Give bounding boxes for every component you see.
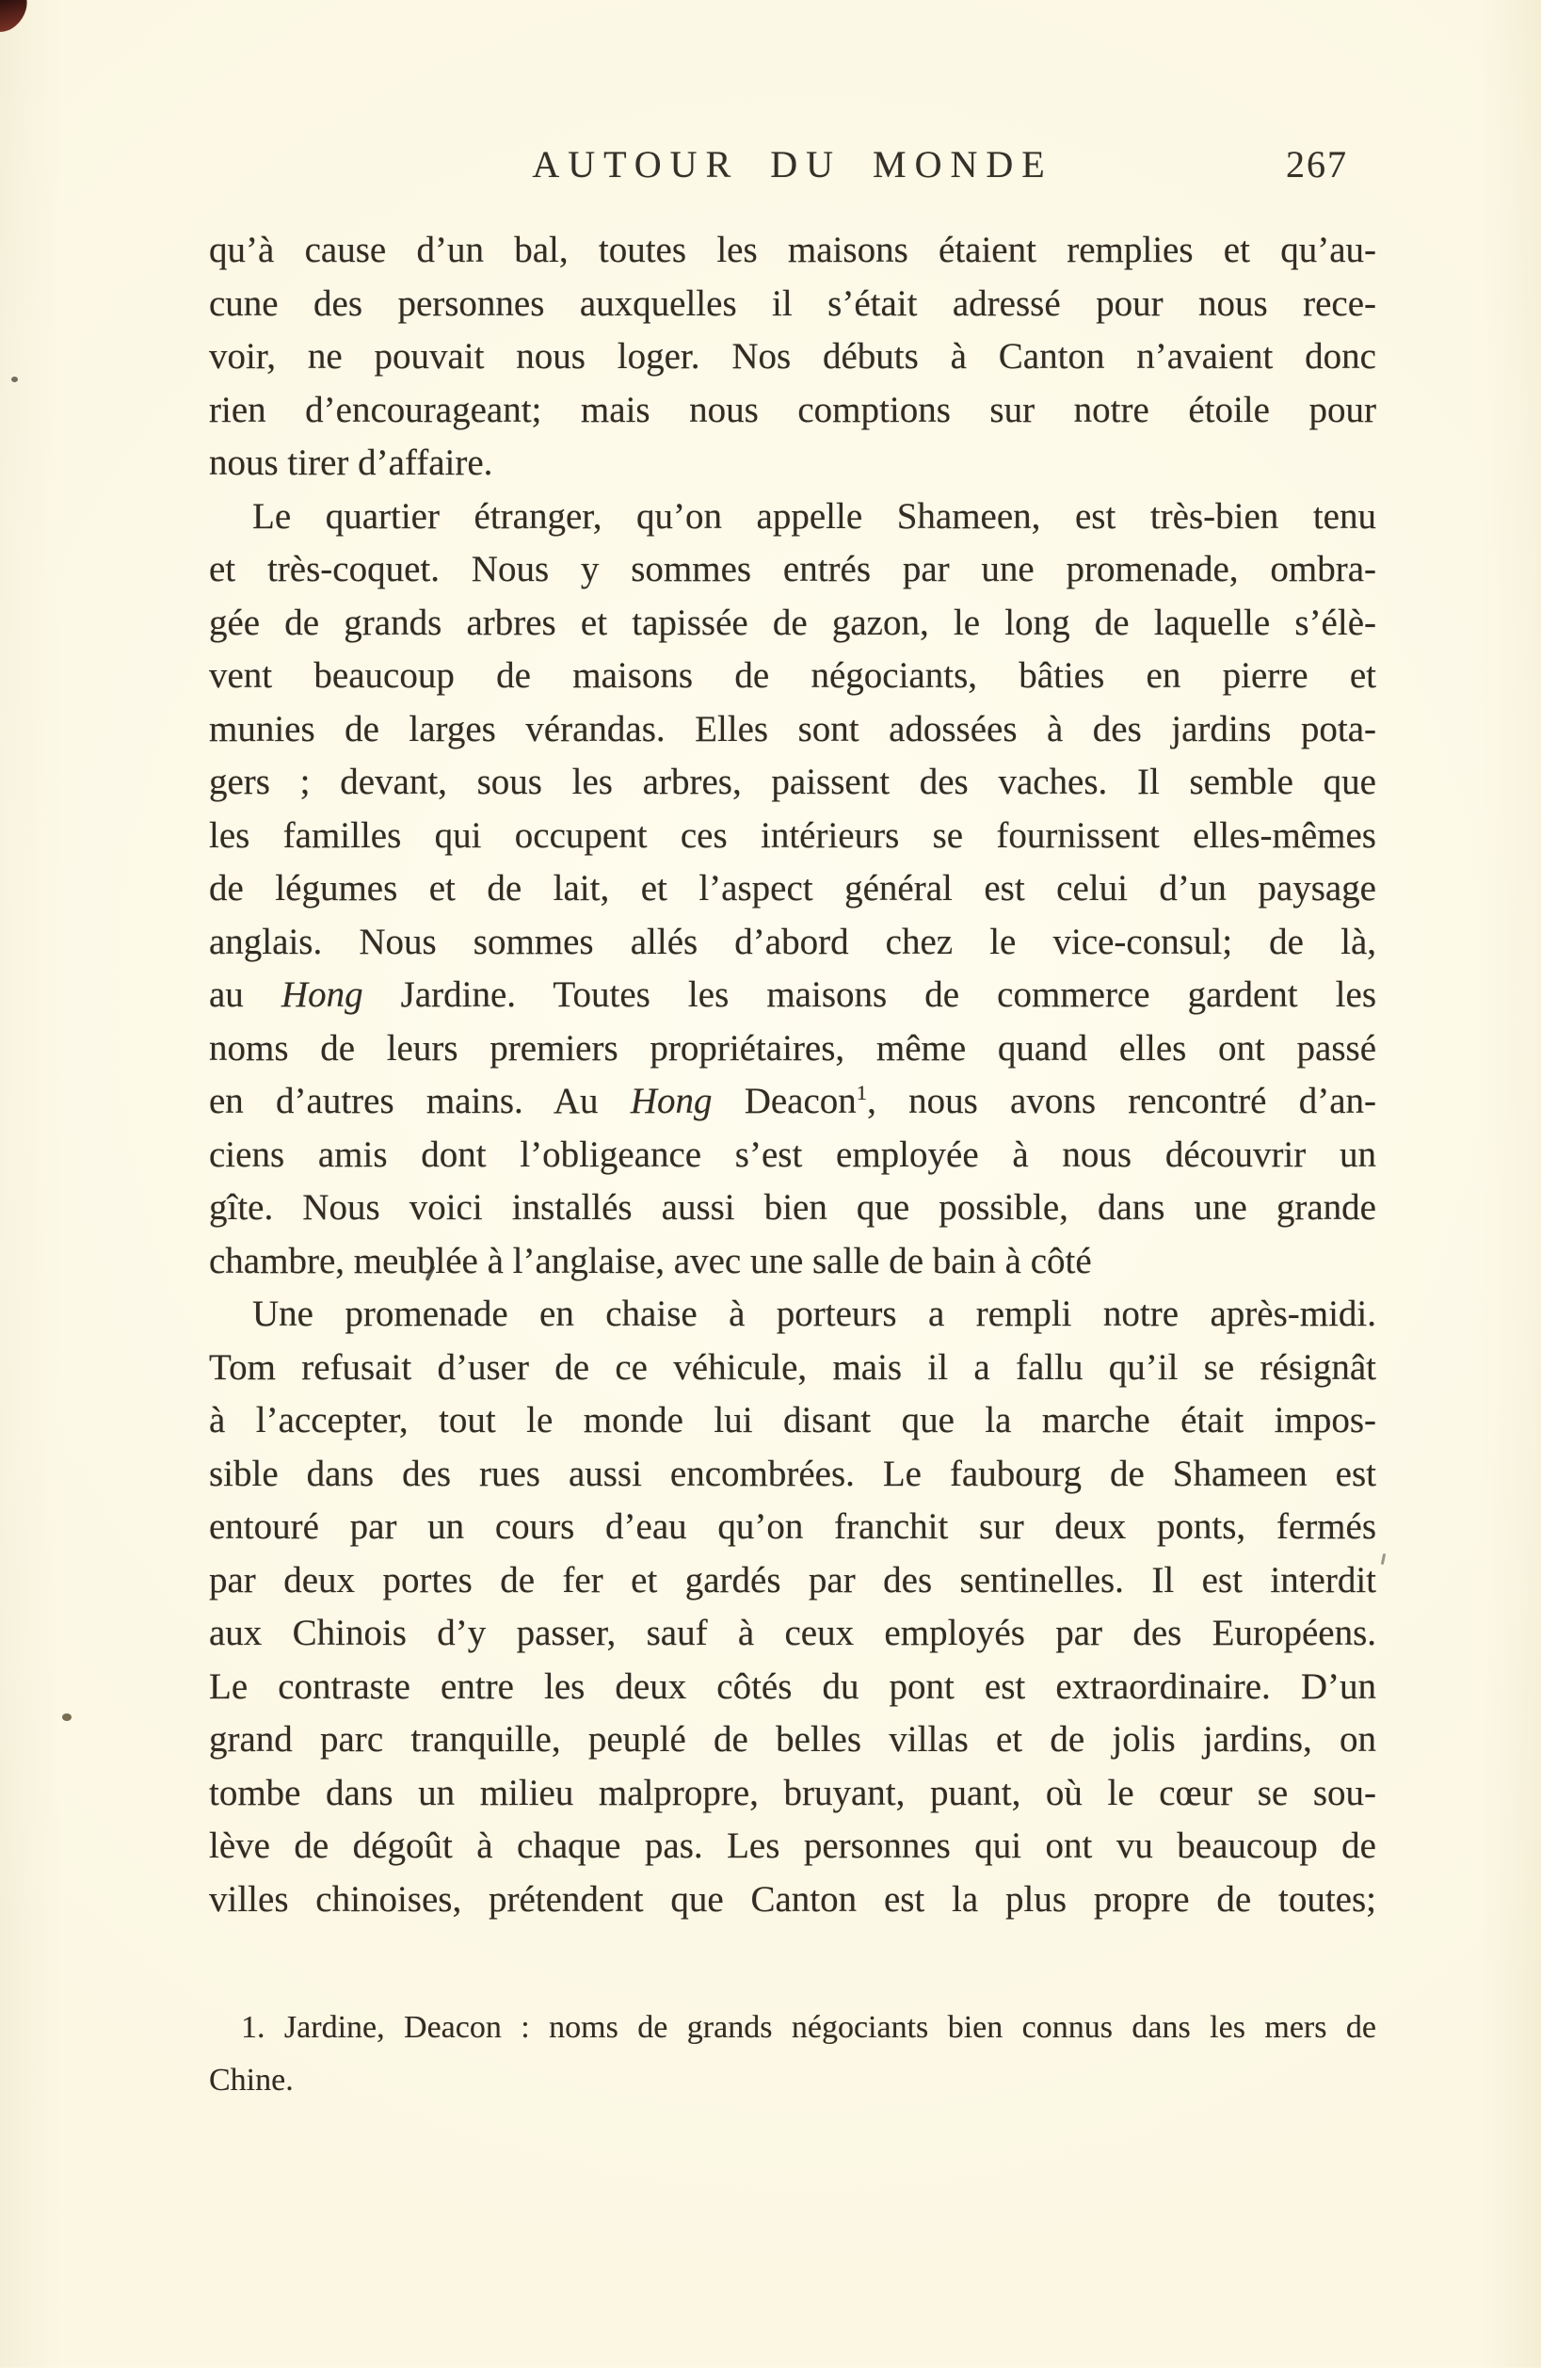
text-line (209, 330, 1376, 384)
text-segment: Le quartier étranger, qu’on appelle Shameen, est très-bien tenu (252, 495, 1376, 537)
text-segment: Deacon (712, 1081, 857, 1121)
text-segment: , nous avons rencontré d’an- (867, 1081, 1376, 1121)
text-line (209, 1767, 1376, 1821)
text-line (209, 1182, 1376, 1235)
text-line (209, 916, 1376, 970)
text-segment: Une promenade en chaise à porteurs a rempli notre après-midi. (252, 1294, 1376, 1334)
text-segment: Chine. (209, 2063, 294, 2098)
scan-corner-binding-mark (0, 0, 35, 40)
text-segment: Hong (630, 1081, 713, 1121)
text-segment: qu’à cause d’un bal, toutes les maisons étaient remplies et qu’au- (209, 230, 1376, 270)
text-line (209, 1022, 1376, 1076)
text-segment: aux Chinois d’y passer, sauf à ceux employés par des Européens. (209, 1613, 1376, 1653)
stray-ink-mark (1381, 1553, 1386, 1565)
text-line (209, 437, 1376, 490)
text-segment: vent beaucoup de maisons de négociants, bâties en pierre et (209, 655, 1376, 696)
text-line (209, 597, 1376, 651)
text-segment: anglais. Nous sommes allés d’abord chez le vice-consul; de là, (209, 921, 1376, 962)
text-segment: au (209, 974, 281, 1015)
text-segment: Jardine. Toutes les maisons de commerce gardent les (362, 974, 1376, 1015)
text-line (209, 224, 1376, 278)
text-line (209, 650, 1376, 703)
text-line (209, 1235, 1376, 1289)
text-line (209, 1448, 1376, 1502)
text-line (209, 384, 1376, 438)
scan-edge-strip (0, 2368, 1541, 2380)
text-line (209, 1342, 1376, 1395)
text-segment: rien d’encourageant; mais nous comptions sur notre étoile pour (209, 389, 1376, 430)
text-segment: gers ; devant, sous les arbres, paissent des vaches. Il semble que (209, 762, 1376, 802)
text-line (209, 1554, 1376, 1608)
paragraph (209, 490, 1376, 1289)
text-segment: munies de larges vérandas. Elles sont adossées à des jardins pota- (209, 708, 1376, 749)
text-line (209, 810, 1376, 863)
text-segment: chambre, meublée à l’anglaise, avec une salle de bain à côté (209, 1240, 1092, 1281)
text-segment: à l’accepter, tout le monde lui disant que la marche était impos- (209, 1400, 1376, 1440)
footnote-marker: 1 (856, 1081, 868, 1104)
page-header (209, 141, 1376, 188)
text-line (209, 1075, 1376, 1129)
text-segment: et très-coquet. Nous y sommes entrés par une promenade, ombra- (209, 549, 1376, 589)
text-segment: grand parc tranquille, peuplé de belles villas et de jolis jardins, on (209, 1719, 1376, 1760)
text-line (209, 1713, 1376, 1767)
text-segment: Hong (281, 974, 363, 1015)
text-line (209, 1288, 1376, 1342)
text-line (209, 278, 1376, 331)
body-text (209, 224, 1376, 1926)
text-segment: entouré par un cours d’eau qu’on franchit sur deux ponts, fermés (209, 1506, 1376, 1547)
text-line (209, 703, 1376, 757)
text-segment: villes chinoises, prétendent que Canton est la plus propre de toutes; (209, 1878, 1376, 1920)
text-line (209, 1661, 1376, 1714)
text-segment: Le contraste entre les deux côtés du pont est extraordinaire. D’un (209, 1665, 1376, 1707)
text-line (209, 1129, 1376, 1182)
text-segment: sible dans des rues aussi encombrées. Le faubourg de Shameen est (209, 1453, 1376, 1494)
text-segment: lève de dégoût à chaque pas. Les personnes qui ont vu beaucoup de (209, 1825, 1376, 1866)
page-number: 267 (1286, 143, 1348, 185)
text-segment: en d’autres mains. Au (209, 1081, 631, 1121)
text-line (209, 1873, 1376, 1927)
ink-speck (62, 1713, 72, 1721)
paragraph (209, 1288, 1376, 1926)
text-segment: tombe dans un milieu malpropre, bruyant, puant, où le cœur se sou- (209, 1772, 1376, 1813)
text-segment: gée de grands arbres et tapissée de gazon, le long de laquelle s’élè- (209, 602, 1376, 643)
paragraph (209, 224, 1376, 490)
text-line (209, 1394, 1376, 1448)
paragraph (209, 2002, 1376, 2107)
text-line (209, 862, 1376, 916)
text-line (209, 2002, 1376, 2054)
text-segment: cune des personnes auxquelles il s’était adressé pour nous rece- (209, 282, 1376, 324)
text-segment: ciens amis dont l’obligeance s’est employée à nous découvrir un (209, 1134, 1376, 1175)
text-line (209, 1607, 1376, 1661)
text-segment: les familles qui occupent ces intérieurs se fournissent elles-mêmes (209, 814, 1376, 856)
text-segment: gîte. Nous voici installés aussi bien que possible, dans une grande (209, 1187, 1376, 1228)
text-segment: 1. Jardine, Deacon : noms de grands négociants bien connus dans les mers de (241, 2010, 1376, 2045)
text-segment: noms de leurs premiers propriétaires, même quand elles ont passé (209, 1027, 1376, 1069)
text-segment: nous tirer d’affaire. (209, 442, 493, 483)
footnote (209, 2002, 1376, 2107)
text-segment: de légumes et de lait, et l’aspect général est celui d’un paysage (209, 868, 1376, 909)
text-line (209, 1501, 1376, 1554)
text-segment: Tom refusait d’user de ce véhicule, mais il a fallu qu’il se résignât (209, 1346, 1376, 1388)
text-line (209, 2054, 1376, 2107)
text-line (209, 756, 1376, 810)
ink-speck (11, 377, 18, 382)
text-line (209, 543, 1376, 597)
text-segment: voir, ne pouvait nous loger. Nos débuts à Canton n’avaient donc (209, 336, 1376, 377)
text-line (209, 490, 1376, 544)
text-segment: par deux portes de fer et gardés par des sentinelles. Il est interdit (209, 1559, 1376, 1600)
text-line (209, 969, 1376, 1022)
text-line (209, 1820, 1376, 1873)
running-title: AUTOUR DU MONDE (532, 143, 1053, 185)
